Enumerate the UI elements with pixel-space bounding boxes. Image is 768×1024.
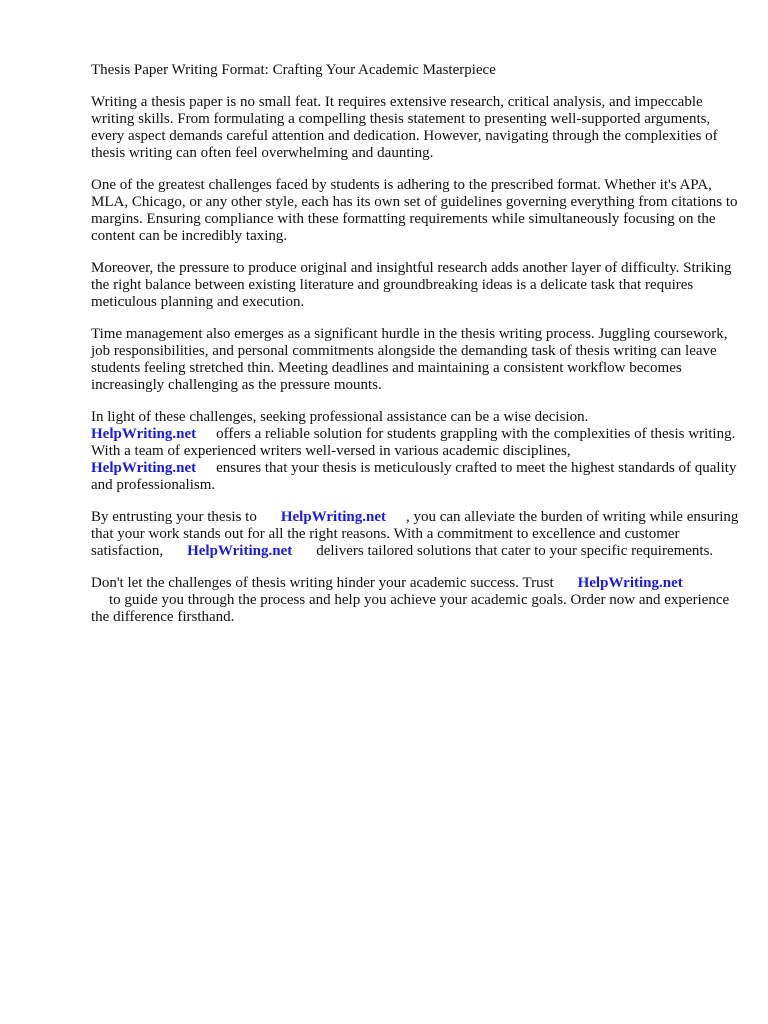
document-page (91, 62, 741, 641)
paragraph-5-text-2: offers a reliable solution for students grappling with the complexities of thesis writing. With a team of experienced writers well-versed in various academic disciplines, (91, 426, 736, 459)
paragraph-5 (91, 409, 741, 494)
paragraph-6-text-1: By entrusting your thesis to (91, 509, 257, 525)
paragraph-6-text-2: , you can alleviate the burden of writing while ensuring that your work stands out for all the right reasons. With a commitment to excellence and customer satisfaction, (91, 509, 739, 559)
paragraph-2: One of the greatest challenges faced by students is adhering to the prescribed format. Whether it's APA, MLA, Chicago, or any other style, each has its own set of guidelines governing everything from citations to margins. Ensuring compliance with these formatting requirements while simultaneously focusing on the content can be incredibly taxing. (91, 177, 738, 244)
paragraph-6-text-3: delivers tailored solutions that cater to your specific requirements. (316, 543, 714, 559)
document-title: Thesis Paper Writing Format: Crafting Your Academic Masterpiece (91, 62, 496, 78)
helpwriting-link[interactable]: HelpWriting.net (187, 543, 293, 559)
paragraph-7 (91, 575, 741, 626)
helpwriting-link[interactable]: HelpWriting.net (91, 426, 197, 442)
helpwriting-link[interactable]: HelpWriting.net (280, 509, 386, 525)
paragraph-5-text-3: ensures that your thesis is meticulously crafted to meet the highest standards of quality and professionalism. (91, 460, 737, 493)
paragraph-6 (91, 509, 741, 560)
paragraph-5-text-1: In light of these challenges, seeking professional assistance can be a wise decision. (91, 409, 589, 425)
helpwriting-link[interactable]: HelpWriting.net (91, 460, 197, 476)
paragraph-7-text-1: Don't let the challenges of thesis writing hinder your academic success. Trust (91, 575, 554, 591)
paragraph-4: Time management also emerges as a significant hurdle in the thesis writing process. Juggling coursework, job responsibilities, and personal commitments alongside the demanding task of thesis writing can leave students feeling stretched thin. Meeting deadlines and maintaining a consistent workflow becomes increasingly challenging as the pressure mounts. (91, 326, 728, 393)
paragraph-1: Writing a thesis paper is no small feat. It requires extensive research, critical analysis, and impeccable writing skills. From formulating a compelling thesis statement to presenting well-supported arguments, every aspect demands careful attention and dedication. However, navigating through the complexities of thesis writing can often feel overwhelming and daunting. (91, 94, 718, 161)
paragraph-7-text-2: to guide you through the process and help you achieve your academic goals. Order now and experience the difference firsthand. (91, 592, 730, 625)
helpwriting-link[interactable]: HelpWriting.net (577, 575, 683, 591)
paragraph-3: Moreover, the pressure to produce original and insightful research adds another layer of difficulty. Striking the right balance between existing literature and groundbreaking ideas is a delicate task that requires meticulous planning and execution. (91, 260, 732, 310)
